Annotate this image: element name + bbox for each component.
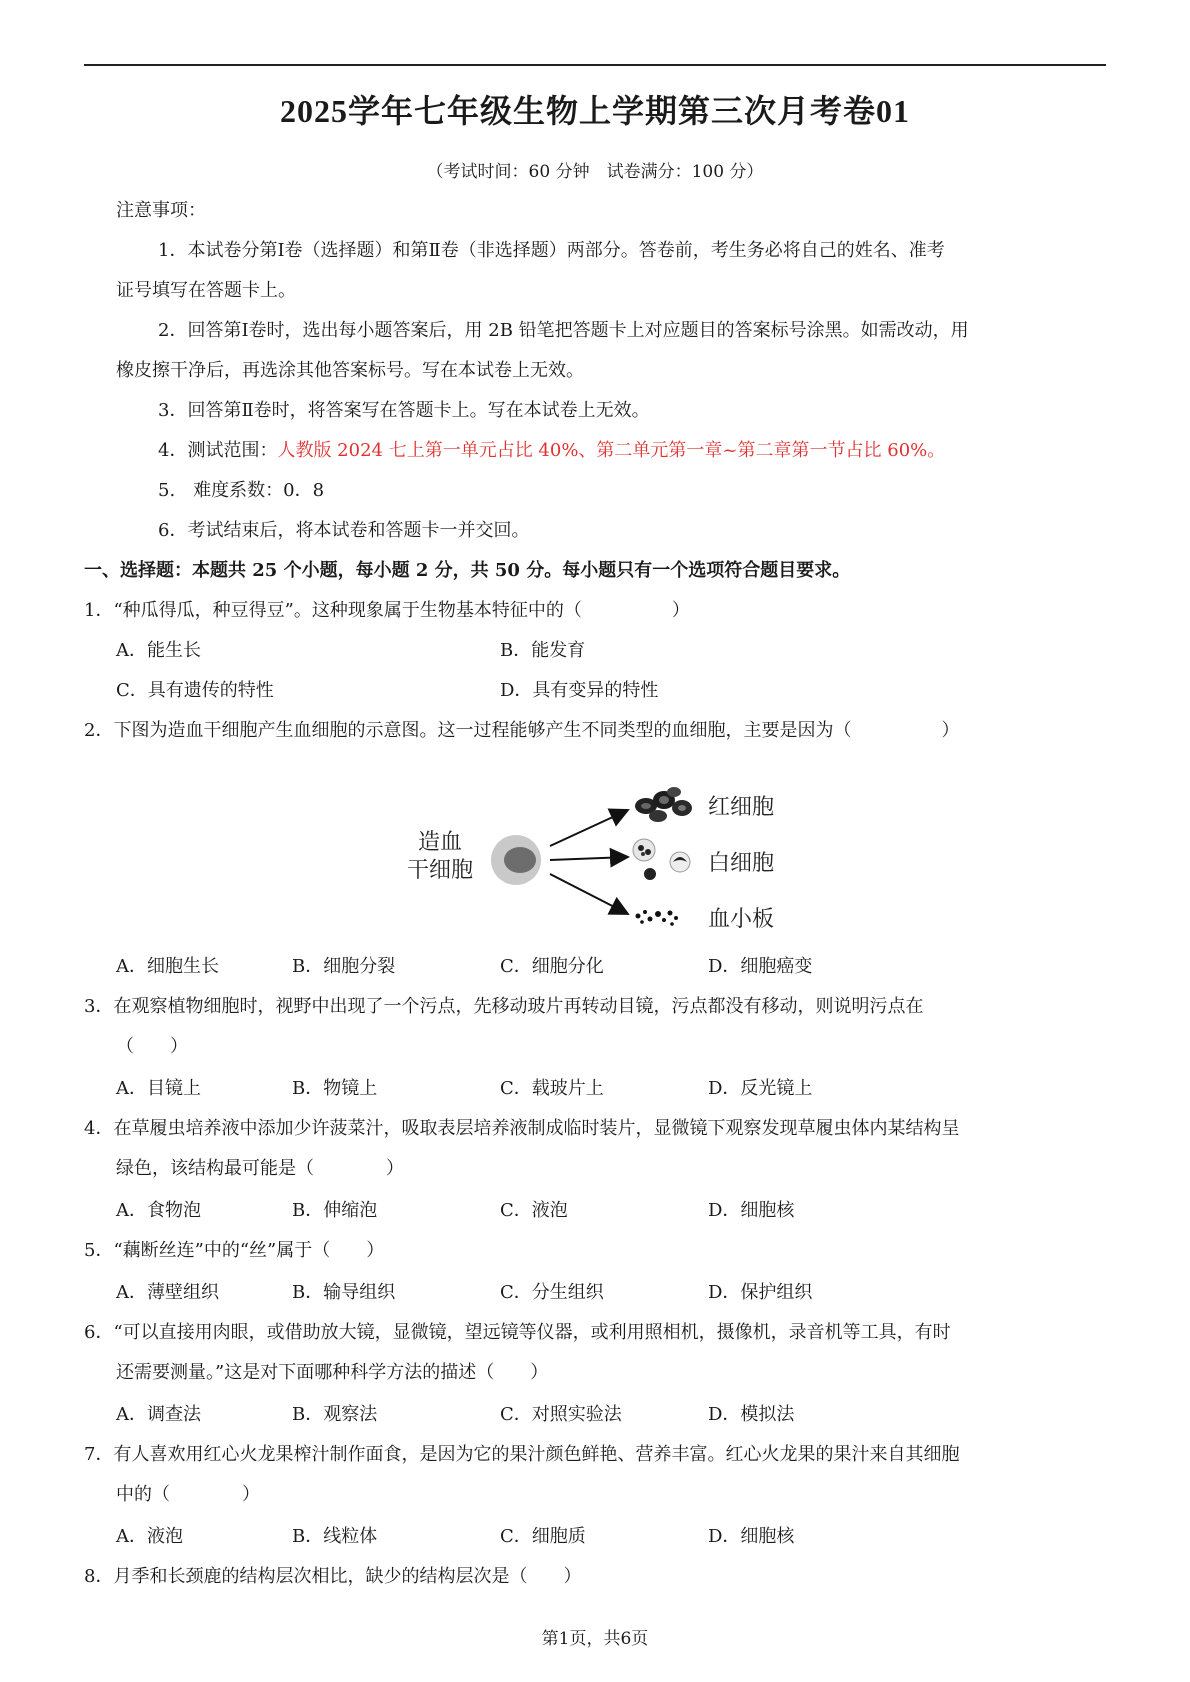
blood-cell-diagram <box>390 768 810 940</box>
question-2-stem: 2．下图为造血干细胞产生血细胞的示意图。这一过程能够产生不同类型的血细胞，主要是因为（ ） <box>84 720 960 741</box>
question-4-option-a: A．食物泡 <box>116 1200 201 1221</box>
header-rule <box>84 64 1106 66</box>
notice-item-5: 5. 难度系数：0．8 <box>158 480 325 501</box>
question-8-stem: 8．月季和长颈鹿的结构层次相比，缺少的结构层次是（ ） <box>84 1566 582 1587</box>
question-2-option-d: D．细胞癌变 <box>708 956 813 977</box>
exam-info: （考试时间：60 分钟 试卷满分：100 分） <box>426 162 764 182</box>
white-blood-cells-icon <box>633 839 690 880</box>
question-5-option-b: B．输导组织 <box>292 1282 396 1303</box>
notice-item-4-prefix: 4．测试范围： <box>158 440 278 461</box>
question-1-option-d: D．具有变异的特性 <box>500 680 659 701</box>
question-6-option-a: A．调查法 <box>116 1404 201 1425</box>
question-3-stem-line-1: 3．在观察植物细胞时，视野中出现了一个污点，先移动玻片再转动目镜，污点都没有移动，则说明污点在 <box>84 996 924 1017</box>
page-title: 2025学年七年级生物上学期第三次月考卷01 <box>279 93 910 129</box>
platelet-label: 血小板 <box>708 907 775 932</box>
question-7-option-c: C．细胞质 <box>500 1526 586 1547</box>
question-5-option-c: C．分生组织 <box>500 1282 604 1303</box>
stem-cell-icon <box>491 835 541 885</box>
question-6-option-c: C．对照实验法 <box>500 1404 622 1425</box>
arrow-to-white-cells <box>550 857 628 860</box>
question-7-stem-line-1: 7．有人喜欢用红心火龙果榨汁制作面食，是因为它的果汁颜色鲜艳、营养丰富。红心火龙果的果汁来自其细胞 <box>84 1444 960 1465</box>
question-5-option-d: D．保护组织 <box>708 1282 813 1303</box>
notice-heading: 注意事项： <box>116 200 206 221</box>
red-cell-label: 红细胞 <box>708 795 775 820</box>
question-4-option-d: D．细胞核 <box>708 1200 795 1221</box>
question-7-option-d: D．细胞核 <box>708 1526 795 1547</box>
stem-cell-label-1: 造血 <box>417 830 463 855</box>
question-5-option-a: A．薄壁组织 <box>116 1282 219 1303</box>
arrow-to-platelets <box>550 874 628 914</box>
question-5-stem: 5．“藕断丝连”中的“丝”属于（ ） <box>84 1240 385 1261</box>
notice-item-3: 3．回答第Ⅱ卷时，将答案写在答题卡上。写在本试卷上无效。 <box>158 400 650 421</box>
notice-item-2-line-2: 橡皮擦干净后，再选涂其他答案标号。写在本试卷上无效。 <box>116 360 584 381</box>
question-7-option-a: A．液泡 <box>116 1526 183 1547</box>
question-1-stem: 1．“种瓜得瓜，种豆得豆”。这种现象属于生物基本特征中的（ ） <box>84 600 690 621</box>
platelets-icon <box>636 910 679 926</box>
stem-cell-label-2: 干细胞 <box>406 858 474 883</box>
question-3-option-a: A．目镜上 <box>116 1078 201 1099</box>
question-4-stem-line-2: 绿色，该结构最可能是（ ） <box>116 1158 404 1179</box>
question-1-option-b: B．能发育 <box>500 640 586 661</box>
notice-item-6: 6．考试结束后，将本试卷和答题卡一并交回。 <box>158 520 530 541</box>
question-6-option-b: B．观察法 <box>292 1404 378 1425</box>
question-3-option-b: B．物镜上 <box>292 1078 378 1099</box>
section-heading: 一、选择题：本题共 25 个小题，每小题 2 分，共 50 分。每小题只有一个选项符合题目要求。 <box>84 560 851 581</box>
question-2-option-b: B．细胞分裂 <box>292 956 396 977</box>
notice-item-4 <box>158 438 945 464</box>
arrow-to-red-cells <box>550 810 628 846</box>
page-number: 第1页，共6页 <box>541 1629 649 1649</box>
notice-item-1-line-2: 证号填写在答题卡上。 <box>116 280 296 301</box>
question-6-stem-line-2: 还需要测量。”这是对下面哪种科学方法的描述（ ） <box>116 1362 549 1383</box>
test-range: 人教版 2024 七上第一单元占比 40%、第二单元第一章~第二章第一节占比 60%。 <box>277 440 946 461</box>
question-7-stem-line-2: 中的（ ） <box>116 1484 260 1505</box>
question-2-option-a: A．细胞生长 <box>116 956 219 977</box>
question-4-option-c: C．液泡 <box>500 1200 568 1221</box>
question-3-option-c: C．载玻片上 <box>500 1078 604 1099</box>
question-7-option-b: B．线粒体 <box>292 1526 378 1547</box>
red-blood-cells-icon <box>635 787 692 822</box>
question-2-option-c: C．细胞分化 <box>500 956 604 977</box>
white-cell-label: 白细胞 <box>708 851 775 876</box>
question-3-option-d: D．反光镜上 <box>708 1078 813 1099</box>
question-3-stem-line-2: （ ） <box>116 1036 188 1057</box>
question-4-option-b: B．伸缩泡 <box>292 1200 378 1221</box>
question-4-stem-line-1: 4．在草履虫培养液中添加少许菠菜汁，吸取表层培养液制成临时装片，显微镜下观察发现草履虫体内某结构呈 <box>84 1118 960 1139</box>
notice-item-2-line-1: 2．回答第Ⅰ卷时，选出每小题答案后，用 2B 铅笔把答题卡上对应题目的答案标号涂黑。如需改动，用 <box>158 320 969 341</box>
question-6-option-d: D．模拟法 <box>708 1404 795 1425</box>
notice-item-1-line-1: 1．本试卷分第Ⅰ卷（选择题）和第Ⅱ卷（非选择题）两部分。答卷前，考生务必将自己的姓名、准考 <box>158 240 945 261</box>
question-1-option-c: C．具有遗传的特性 <box>116 680 274 701</box>
question-1-option-a: A．能生长 <box>116 640 201 661</box>
question-6-stem-line-1: 6．“可以直接用肉眼，或借助放大镜，显微镜，望远镜等仪器，或利用照相机，摄像机，录音机等工具，有时 <box>84 1322 951 1343</box>
